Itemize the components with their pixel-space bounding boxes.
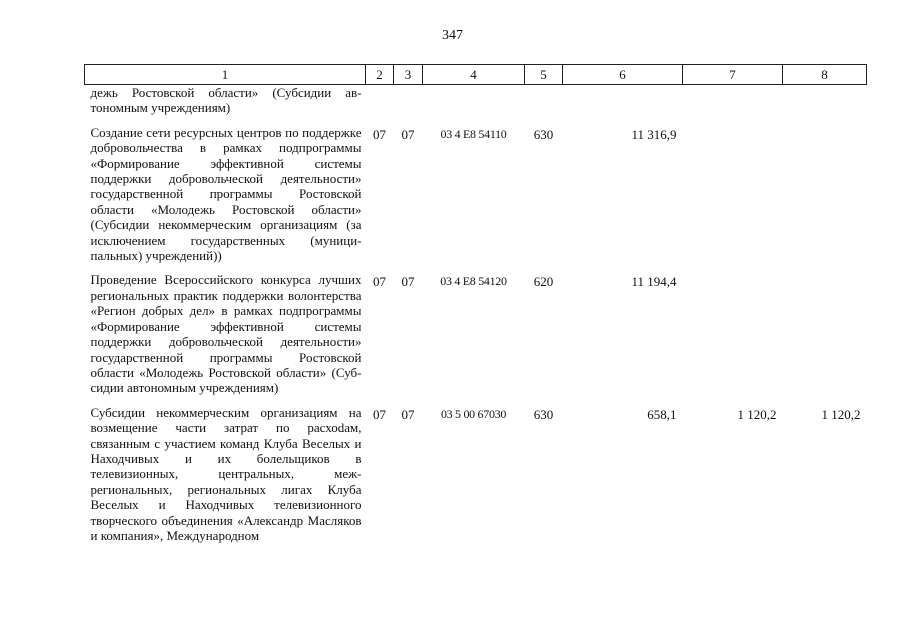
row-expense-type: 630 (533, 406, 554, 422)
row-description: Создание сети ресурсных центров по поддержке добровольчества в рамках подпрограммы «Формирование эффективной системы поддержки добровольческой деятельности» государственной программы Ростовской области «Молодежь Ростовской области» (Субсидии некоммерческим организациям (за исключением государственных (муниципальных) учреждений)) (90, 124, 362, 264)
row-amount-col8 (783, 272, 867, 395)
column-header-3: 3 (394, 65, 423, 85)
column-header-2: 2 (366, 65, 394, 85)
table-row (85, 125, 867, 264)
row-amount-col6 (563, 85, 683, 116)
row-section (366, 85, 394, 116)
row-spacer (85, 116, 867, 125)
row-amount-col8: 1 120,2 (821, 406, 861, 422)
row-amount-col7 (683, 272, 783, 395)
row-subsection (394, 85, 423, 116)
row-target-article: 03 4 E8 54110 (440, 126, 507, 141)
row-amount-col6: 11 316,9 (631, 126, 677, 142)
row-section: 07 (373, 274, 386, 290)
header-row (85, 65, 867, 85)
row-section: 07 (373, 406, 386, 422)
row-spacer (85, 263, 867, 272)
row-subsection: 07 (401, 126, 415, 142)
row-expense-type: 620 (533, 274, 554, 290)
row-amount-col8 (783, 85, 867, 116)
page-number: 347 (442, 28, 463, 43)
table-body (85, 85, 867, 544)
row-description: Субсидии некоммерческим организациям на возмещение части затрат по расхоdам, связанным с участием команд Клуба Веселых и Находчивых и их болельщиков в телевизионных, центральных, межрегиональных, региональных лигах Клуба Веселых и Находчивых телевизионного творческого объединения «Александр Масляков и компания», Международном (90, 404, 362, 543)
table-row (85, 405, 867, 544)
column-header-7: 7 (683, 65, 783, 85)
column-header-6: 6 (563, 65, 683, 85)
table-header (85, 65, 867, 85)
row-target-article: 03 4 E8 54120 (440, 274, 507, 289)
table-row (85, 85, 867, 116)
row-target-article: 03 5 00 67030 (440, 406, 507, 421)
row-amount-col7 (683, 85, 783, 116)
row-spacer (85, 396, 867, 405)
row-amount-col7 (683, 125, 783, 264)
row-expense-type: 630 (533, 126, 554, 142)
row-amount-col7: 1 120,2 (737, 406, 777, 422)
row-amount-col8 (783, 125, 867, 264)
row-target-article (423, 85, 525, 116)
row-amount-col6: 11 194,4 (631, 274, 677, 290)
row-expense-type (525, 85, 563, 116)
row-subsection: 07 (401, 406, 415, 422)
column-header-4: 4 (423, 65, 525, 85)
budget-table (84, 64, 867, 543)
column-header-1: 1 (85, 65, 366, 85)
row-description: Проведение Всероссийского конкурса лучших региональных практик поддержки волонтерства «Регион добрых дел» в рамках подпрограммы «Формирование эффективной системы поддержки добровольческой деятельности» государственной программы Ростовской области «Молодежь Ростовской области» (Субсидии автономным учреждениям) (90, 272, 362, 396)
row-section: 07 (373, 126, 386, 142)
row-description: дежь Ростовской области» (Субсидии автономным учреждениям) (90, 85, 362, 116)
row-amount-col6: 658,1 (647, 406, 677, 422)
column-header-5: 5 (525, 65, 563, 85)
row-subsection: 07 (401, 274, 415, 290)
column-header-8: 8 (783, 65, 867, 85)
table-row (85, 272, 867, 395)
